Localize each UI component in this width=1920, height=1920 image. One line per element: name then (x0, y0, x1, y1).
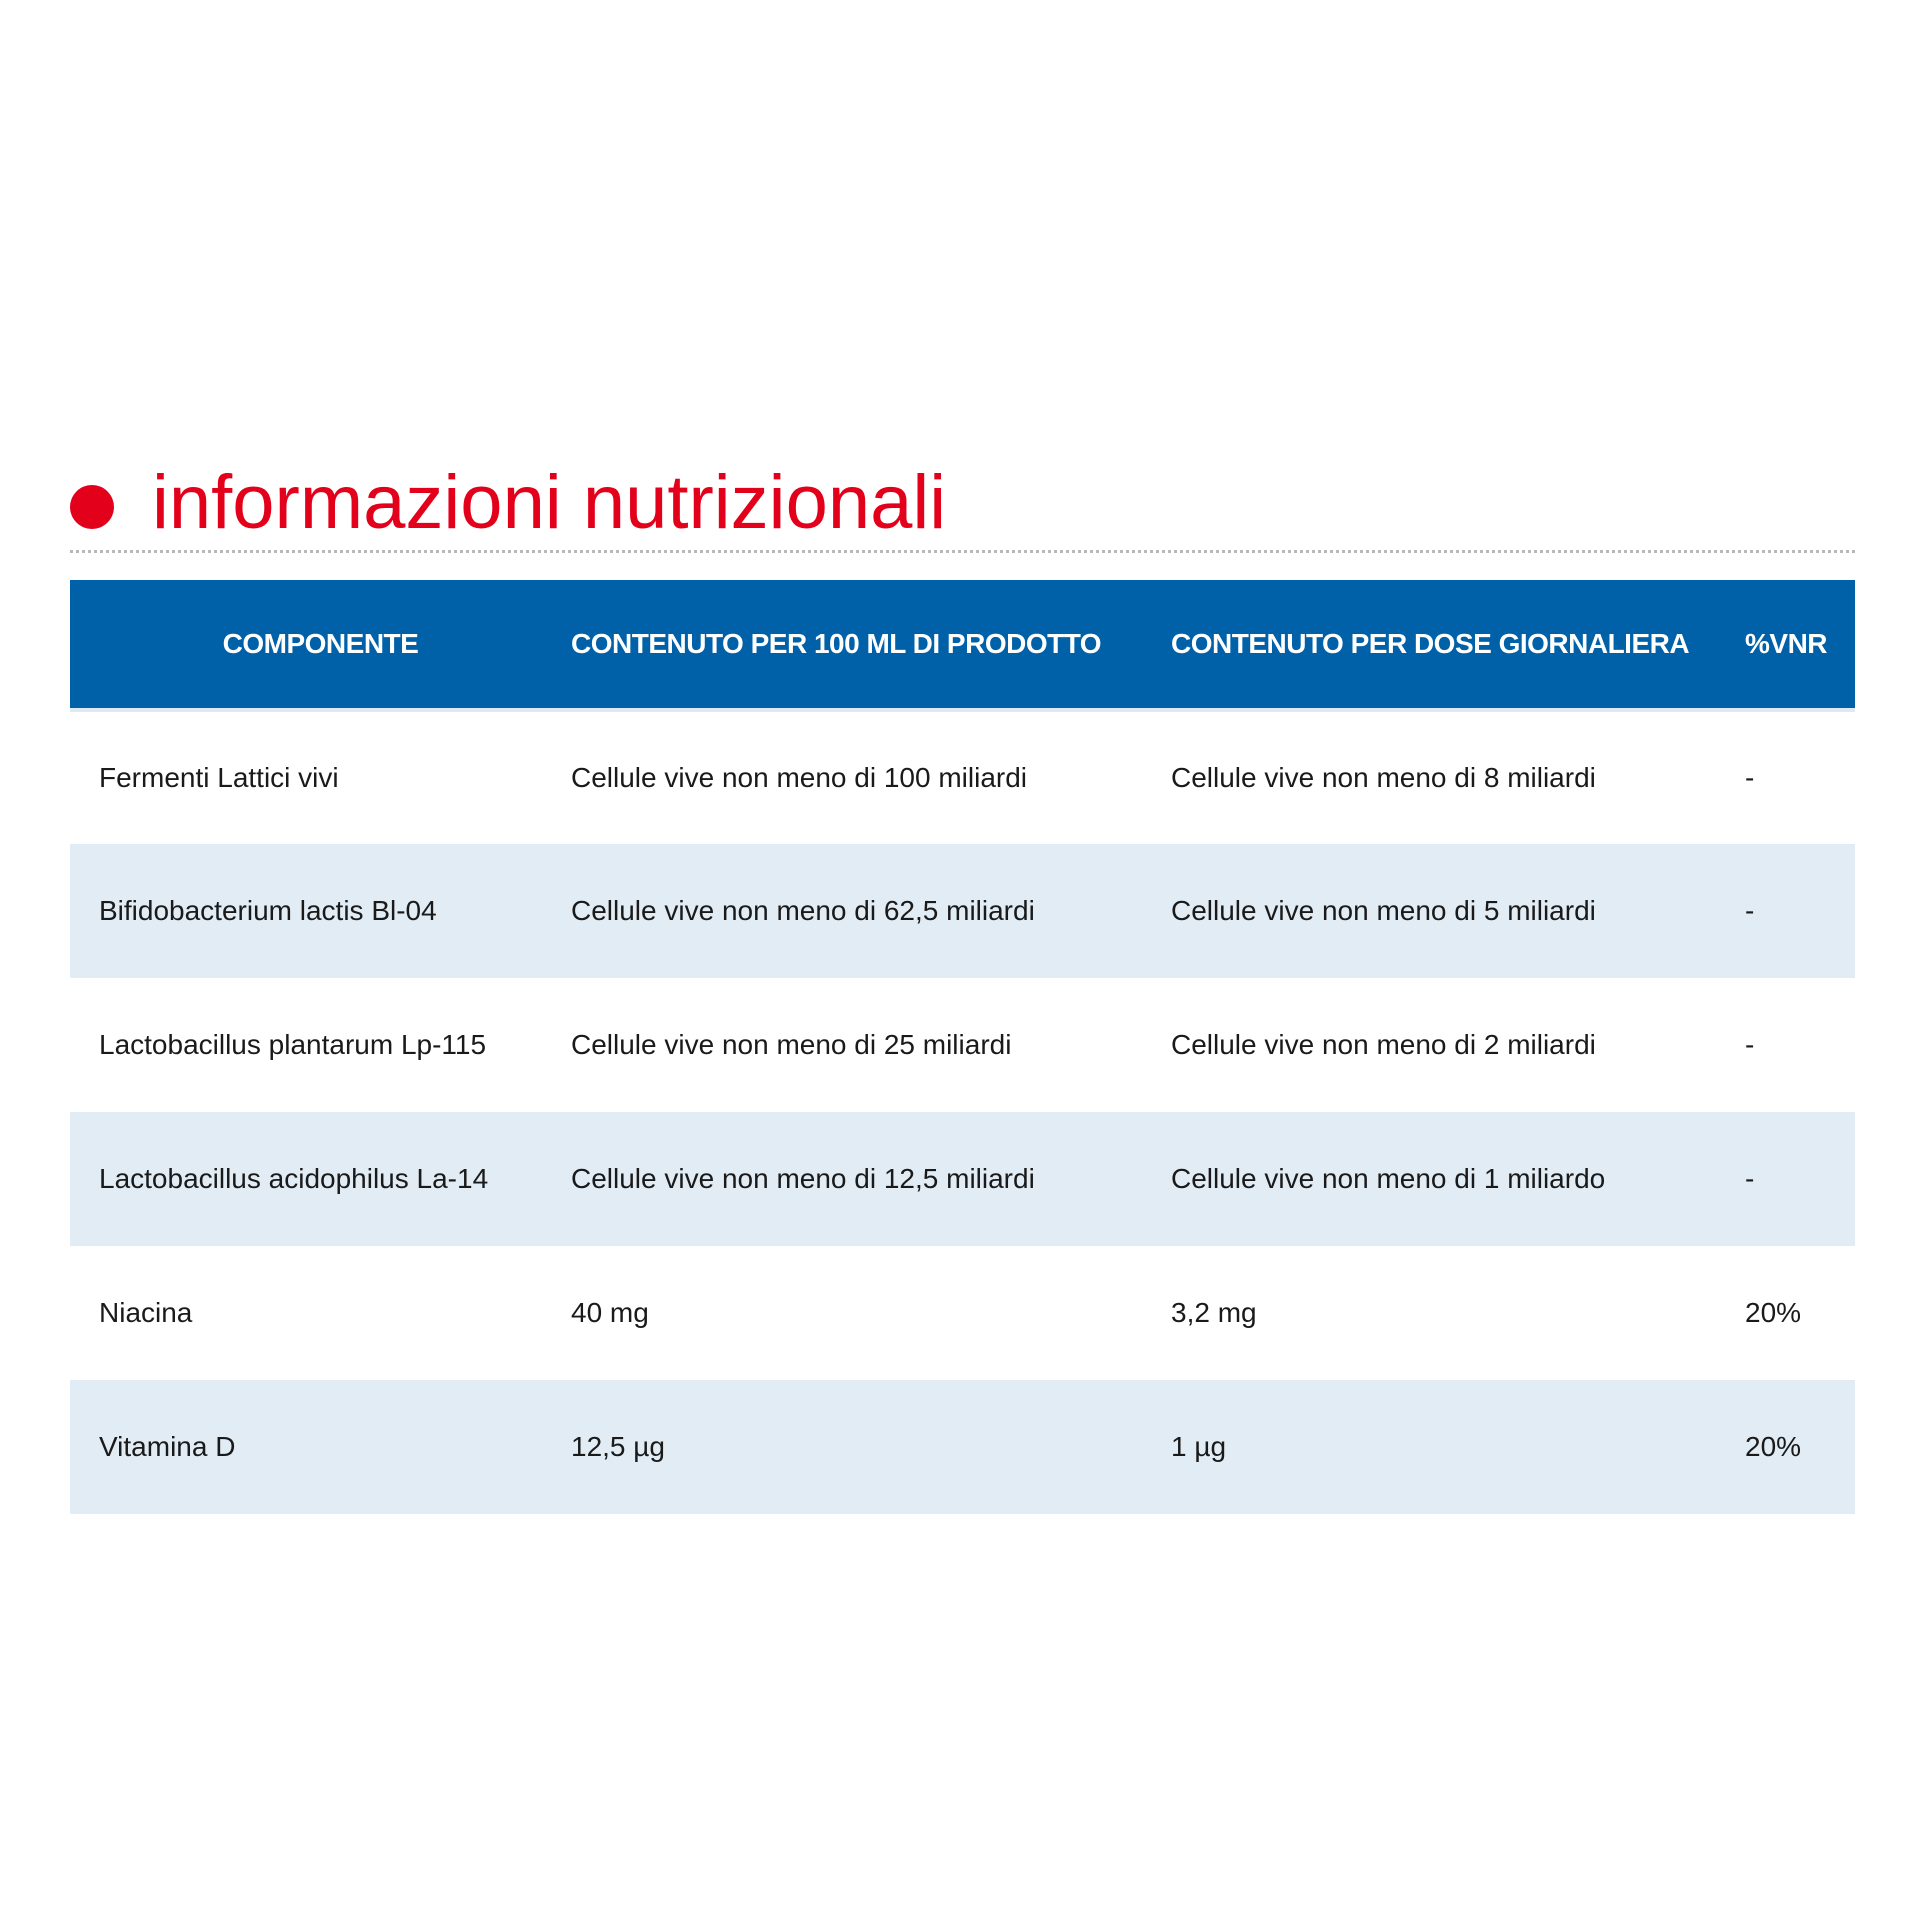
cell-per-100ml: Cellule vive non meno di 12,5 miliardi (571, 1163, 1035, 1194)
cell-per-100ml: Cellule vive non meno di 25 miliardi (571, 1029, 1012, 1060)
cell-per-dose: 3,2 mg (1171, 1297, 1257, 1328)
cell-vnr: - (1745, 895, 1755, 926)
table-row (70, 1246, 1855, 1380)
cell-vnr: 20% (1745, 1297, 1802, 1328)
table-row (70, 978, 1855, 1112)
cell-component: Vitamina D (99, 1431, 236, 1462)
cell-component: Bifidobacterium lactis Bl-04 (99, 895, 437, 926)
cell-vnr: - (1745, 1029, 1755, 1060)
cell-component: Niacina (99, 1297, 193, 1328)
cell-vnr: 20% (1745, 1431, 1802, 1462)
table-row (70, 1112, 1855, 1246)
bullet-dot-icon (70, 485, 114, 529)
header-component: COMPONENTE (70, 580, 571, 710)
header-per-100ml: CONTENUTO PER 100 ML DI PRODOTTO (571, 580, 1171, 710)
table-body (70, 710, 1855, 1514)
cell-component: Lactobacillus acidophilus La-14 (99, 1163, 489, 1194)
cell-per-100ml: Cellule vive non meno di 100 miliardi (571, 762, 1028, 793)
cell-vnr: - (1745, 762, 1755, 793)
table-row (70, 1380, 1855, 1514)
table-row (70, 710, 1855, 844)
cell-component: Fermenti Lattici vivi (99, 762, 339, 793)
nutrition-table (70, 580, 1855, 1514)
cell-per-dose: Cellule vive non meno di 8 miliardi (1171, 762, 1596, 793)
section-header (70, 455, 1855, 553)
nutrition-section (70, 455, 1855, 1462)
section-title: informazioni nutrizionali (152, 460, 947, 545)
cell-per-dose: Cellule vive non meno di 5 miliardi (1171, 895, 1596, 926)
cell-component: Lactobacillus plantarum Lp-115 (99, 1029, 487, 1060)
cell-per-dose: 1 µg (1171, 1431, 1227, 1462)
cell-per-100ml: 40 mg (571, 1297, 649, 1328)
cell-per-100ml: Cellule vive non meno di 62,5 miliardi (571, 895, 1035, 926)
header-vnr: %VNR (1745, 580, 1855, 710)
header-per-dose: CONTENUTO PER DOSE GIORNALIERA (1171, 580, 1745, 710)
cell-per-dose: Cellule vive non meno di 1 miliardo (1171, 1163, 1606, 1194)
table-row (70, 844, 1855, 978)
cell-per-dose: Cellule vive non meno di 2 miliardi (1171, 1029, 1596, 1060)
table-header (70, 580, 1855, 710)
cell-vnr: - (1745, 1163, 1755, 1194)
table-header-row (70, 580, 1855, 710)
cell-per-100ml: 12,5 µg (571, 1431, 665, 1462)
